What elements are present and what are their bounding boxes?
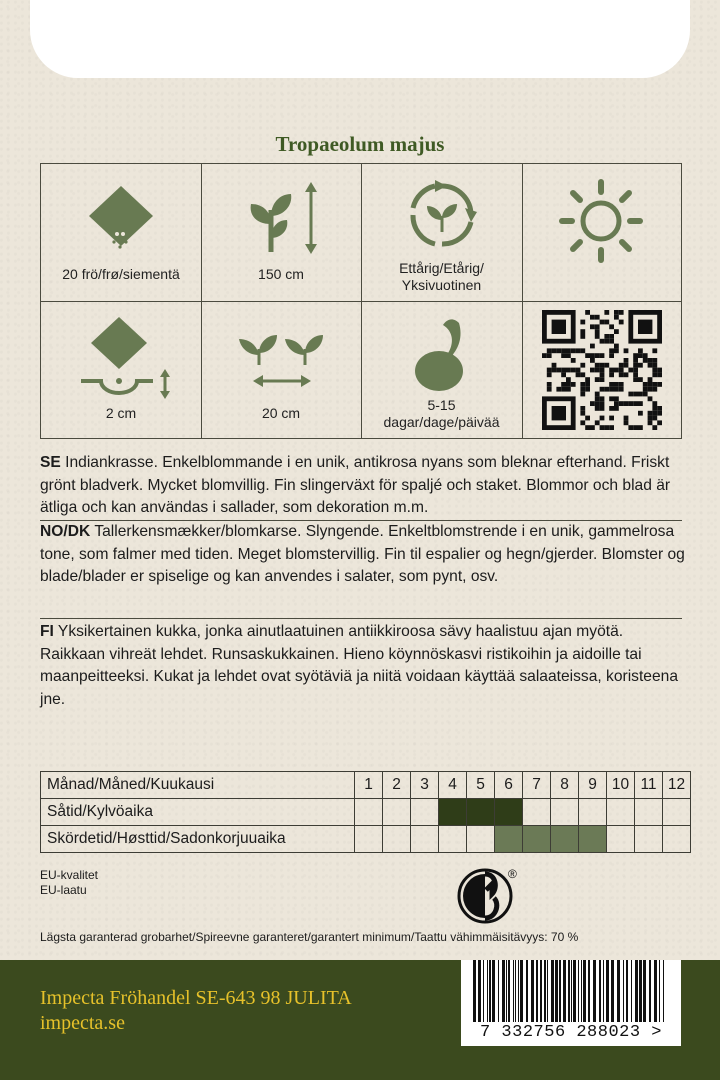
harvest-label: Skördetid/Høsttid/Sadonkorjuuaika (41, 826, 355, 853)
month-cell: 10 (607, 772, 635, 799)
info-grid (40, 163, 682, 439)
month-cell: 3 (411, 772, 439, 799)
harvest-month-cell (383, 826, 411, 853)
qr-code[interactable] (542, 310, 662, 430)
description-fi (40, 621, 685, 711)
lang-code-se: SE (40, 454, 61, 471)
annual-cycle-icon (405, 178, 479, 252)
sow-month-cell (551, 799, 579, 826)
harvest-month-cell (495, 826, 523, 853)
registered-mark: ® (508, 867, 517, 881)
germ-unit-text: dagar/dage/päivää (383, 414, 500, 430)
month-cell: 4 (439, 772, 467, 799)
spacing-text: 20 cm (261, 405, 301, 421)
sow-month-cell (439, 799, 467, 826)
sun-cell (522, 164, 682, 301)
barcode (461, 960, 681, 1046)
seed-count-cell (41, 164, 201, 301)
sow-month-cell (411, 799, 439, 826)
lifecycle-cell (361, 164, 522, 301)
month-label: Månad/Måned/Kuukausi (41, 772, 355, 799)
barcode-number: 7 332756 288023 > (480, 1023, 662, 1042)
germination-cell (361, 301, 522, 438)
full-sun-icon (556, 176, 646, 266)
description-se (40, 452, 685, 520)
month-cell: 2 (383, 772, 411, 799)
sow-label: Såtid/Kylvöaika (41, 799, 355, 826)
germinating-seed-icon (409, 313, 479, 397)
month-cell: 9 (579, 772, 607, 799)
plant-spacing-cell (201, 301, 361, 438)
germ-days-text: 5-15 (427, 397, 456, 413)
sow-month-cell (635, 799, 663, 826)
harvest-month-cell (439, 826, 467, 853)
harvest-month-cell (635, 826, 663, 853)
sow-month-cell (467, 799, 495, 826)
description-no (40, 521, 685, 589)
sow-month-cell (523, 799, 551, 826)
harvest-month-cell (411, 826, 439, 853)
harvest-month-cell (467, 826, 495, 853)
sow-month-cell (579, 799, 607, 826)
plant-spacing-icon (233, 325, 333, 395)
month-cell: 6 (495, 772, 523, 799)
month-cell: 1 (355, 772, 383, 799)
lifecycle-text-2: Yksivuotinen (401, 277, 482, 293)
harvest-month-cell (523, 826, 551, 853)
sow-month-cell (663, 799, 691, 826)
company-address: Impecta Fröhandel SE-643 98 JULITA (40, 987, 352, 1009)
month-cell: 5 (467, 772, 495, 799)
harvest-month-cell (579, 826, 607, 853)
description-block (40, 521, 685, 591)
hang-tab-cutout (30, 0, 690, 78)
sowing-calendar (40, 771, 691, 853)
sowing-depth-cell (41, 301, 201, 438)
month-cell: 8 (551, 772, 579, 799)
plant-height-icon (245, 180, 325, 256)
height-text: 150 cm (258, 266, 304, 282)
seed-packet-icon (81, 184, 161, 254)
calendar-harvest-row (41, 826, 691, 853)
calendar-sow-row (41, 799, 691, 826)
height-cell (201, 164, 361, 301)
lang-code-no: NO/DK (40, 523, 91, 540)
depth-text: 2 cm (105, 405, 137, 421)
divider (40, 618, 682, 619)
eu-quality-sv: EU-kvalitet (40, 868, 99, 882)
month-cell: 12 (663, 772, 691, 799)
description-block (40, 452, 685, 522)
sowing-depth-icon (77, 315, 177, 401)
seed-count-text: 20 frö/frø/siementä (62, 266, 180, 282)
sow-month-cell (607, 799, 635, 826)
sow-month-cell (355, 799, 383, 826)
lifecycle-text-1: Ettårig/Etårig/ (399, 260, 484, 276)
qr-cell (522, 301, 682, 438)
green-dot-recycling-icon (456, 864, 522, 926)
month-cell: 7 (523, 772, 551, 799)
germination-guarantee: Lägsta garanterad grobarhet/Spireevne garanteret/garantert minimum/Taattu vähimmäisitävyys: 70 % (40, 930, 579, 944)
barcode-bars (471, 960, 671, 1022)
month-cell: 11 (635, 772, 663, 799)
harvest-month-cell (663, 826, 691, 853)
sow-month-cell (383, 799, 411, 826)
description-block (40, 621, 685, 713)
eu-quality-fi: EU-laatu (40, 883, 87, 897)
eu-quality (40, 868, 98, 898)
description-se-text: Indiankrasse. Enkelblommande i en unik, antikrosa nyans som bleknar efterhand. Friskt grönt bladverk. Mycket blomvillig. Fin slingerväxt för spaljé och staket. Blommor och blad är ätliga och kan användas i sallader, som dekoration m.m. (40, 454, 671, 517)
harvest-month-cell (607, 826, 635, 853)
latin-name: Tropaeolum majus (275, 132, 445, 156)
company-website[interactable]: impecta.se (40, 1012, 125, 1034)
sow-month-cell (495, 799, 523, 826)
calendar-month-row (41, 772, 691, 799)
harvest-month-cell (551, 826, 579, 853)
description-no-text: Tallerkensmækker/blomkarse. Slyngende. Enkeltblomstrende i en unik, gammelrosa tone, som falmer med tiden. Meget blomstervillig. Fin til espalier og hegn/gjerder. Blomster og blade/blader er spiselige og kan anvendes i salater, som pynt, osv. (40, 523, 685, 586)
description-fi-text: Yksikertainen kukka, jonka ainutlaatuinen antiikkiroosa sävy haalistuu ajan myötä. Raikkaan vihreät lehdet. Runsaskukkainen. Hieno köynnöskasvi ristikoihin ja aidoille tai maanpeitteeksi. Kukat ja lehdet ovat syötäviä ja niitä voidaan käyttää salaateissa, koristeena jne. (40, 623, 678, 708)
harvest-month-cell (355, 826, 383, 853)
lang-code-fi: FI (40, 623, 54, 640)
